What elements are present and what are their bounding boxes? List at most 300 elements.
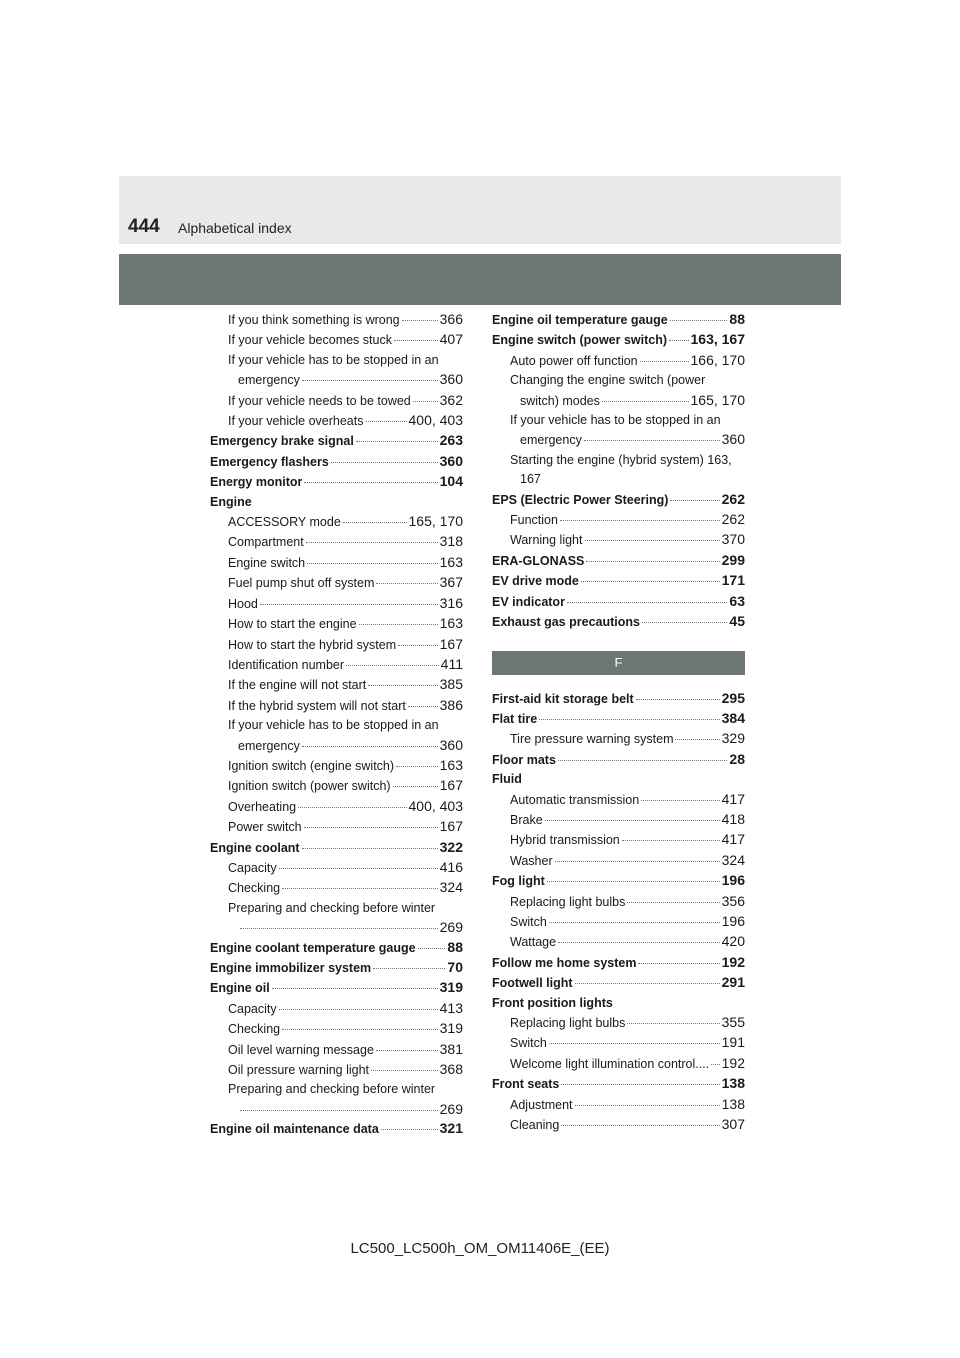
index-entry: [492, 351, 745, 371]
entry-text: Changing the engine switch (power: [510, 373, 706, 388]
page-ref: 196: [721, 912, 745, 929]
index-entry: [492, 571, 745, 591]
index-entry: [210, 330, 463, 350]
entry-text: Engine switch (power switch): [492, 333, 668, 348]
index-entry: [492, 551, 745, 571]
index-entry: [492, 871, 745, 891]
page-ref: 88: [729, 311, 745, 327]
dot-leader: [307, 563, 438, 564]
dot-leader: [240, 1110, 438, 1111]
dot-leader: [567, 602, 727, 603]
index-entry: [492, 810, 745, 830]
page-ref: 400, 403: [408, 412, 463, 429]
page-ref: 167: [439, 777, 463, 794]
index-entry: [210, 351, 463, 370]
index-entry: [210, 1119, 463, 1139]
entry-text: Fluid: [492, 772, 522, 787]
dot-leader: [586, 561, 719, 562]
entry-text: Capacity: [228, 1001, 277, 1016]
dot-leader: [555, 861, 720, 862]
entry-text: How to start the hybrid system: [228, 637, 397, 652]
dot-leader: [343, 522, 407, 523]
index-entry: [492, 592, 745, 612]
dot-leader: [396, 766, 438, 767]
index-entry: [492, 830, 745, 850]
index-entry: [210, 817, 463, 837]
page-ref: 165, 170: [690, 391, 745, 408]
index-entry: [492, 770, 745, 789]
dot-leader: [561, 1084, 719, 1085]
index-entry: [492, 391, 745, 411]
dot-leader: [302, 380, 438, 381]
dot-leader: [282, 1029, 438, 1030]
entry-text: How to start the engine: [228, 617, 357, 632]
entry-text: Engine oil: [210, 981, 270, 996]
entry-text: Exhaust gas precautions: [492, 615, 640, 630]
entry-text: Function: [510, 513, 558, 528]
entry-text: Cleaning: [510, 1118, 560, 1133]
index-entry: [492, 790, 745, 810]
dot-leader: [304, 482, 437, 483]
page-ref: 367: [439, 574, 463, 591]
dot-leader: [346, 665, 439, 666]
page-ref: 191: [721, 1034, 745, 1051]
dot-leader: [393, 786, 438, 787]
dot-leader: [356, 441, 438, 442]
index-entry: [492, 994, 745, 1013]
index-entry: [492, 689, 745, 709]
page-ref: 163, 167: [690, 331, 745, 348]
entry-text: switch) modes: [520, 393, 600, 408]
dot-leader: [376, 1050, 438, 1051]
entry-text: If your vehicle has to be stopped in an: [228, 718, 439, 733]
entry-text: Washer: [510, 853, 553, 868]
page-ref: 413: [439, 999, 463, 1016]
entry-text: Footwell light: [492, 976, 573, 991]
index-entry: [210, 675, 463, 695]
entry-text: Hybrid transmission: [510, 833, 620, 848]
entry-text: If your vehicle becomes stuck: [228, 333, 392, 348]
page-ref: 138: [721, 1075, 745, 1092]
dot-leader: [561, 1125, 719, 1126]
entry-text: Wattage: [510, 935, 557, 950]
index-entry: [492, 510, 745, 530]
page-ref: 360: [721, 431, 745, 448]
page-ref: 420: [721, 933, 745, 950]
dot-leader: [413, 401, 438, 402]
entry-text: Follow me home system: [492, 955, 637, 970]
page-ref: 366: [439, 311, 463, 327]
entry-text: Fuel pump shut off system: [228, 576, 375, 591]
page-ref: 295: [721, 689, 745, 706]
dot-leader: [584, 440, 720, 441]
entry-text: EV drive mode: [492, 574, 579, 589]
entry-text: Ignition switch (engine switch): [228, 758, 395, 773]
index-group-f: [492, 689, 745, 1136]
index-entry: [492, 490, 745, 510]
page-ref: 163: [439, 756, 463, 773]
dot-leader: [381, 1129, 438, 1130]
page-ref: 28: [729, 750, 745, 767]
index-entry: [210, 776, 463, 796]
entry-text: emergency: [520, 433, 582, 448]
dot-leader: [282, 888, 438, 889]
dot-leader: [260, 604, 438, 605]
entry-text: If you think something is wrong: [228, 313, 400, 327]
index-entry: [210, 411, 463, 431]
page-ref: 263: [439, 432, 463, 449]
index-entry: [492, 709, 745, 729]
index-entry: [492, 1013, 745, 1033]
entry-text: Hood: [228, 596, 258, 611]
index-entry: [492, 1115, 745, 1135]
index-entry: [210, 1040, 463, 1060]
index-entry: [210, 716, 463, 735]
page-ref: 416: [439, 858, 463, 875]
entry-text: Switch: [510, 1036, 547, 1051]
dot-leader: [371, 1070, 438, 1071]
dot-leader: [627, 1023, 719, 1024]
page-ref: 192: [721, 1054, 745, 1071]
entry-text: If the engine will not start: [228, 678, 367, 693]
dot-leader: [575, 1105, 720, 1106]
index-column-left: [210, 310, 463, 1140]
page-ref: 138: [721, 1095, 745, 1112]
entry-text: Engine oil maintenance data: [210, 1122, 379, 1137]
page-ref: 324: [439, 879, 463, 896]
entry-text: Tire pressure warning system: [510, 732, 674, 747]
page-ref: 400, 403: [408, 797, 463, 814]
index-entry: [210, 797, 463, 817]
index-entry: [492, 750, 745, 770]
dot-leader: [306, 542, 438, 543]
index-entry: [210, 594, 463, 614]
page-ref: 299: [721, 551, 745, 568]
index-entry: [492, 973, 745, 993]
entry-text: Engine oil temperature gauge: [492, 313, 668, 327]
dot-leader: [279, 1009, 438, 1010]
document-code: LC500_LC500h_OM_OM11406E_(EE): [350, 1240, 610, 1257]
index-entry: [492, 411, 745, 430]
entry-text: EPS (Electric Power Steering): [492, 492, 669, 507]
index-column-right: [492, 310, 745, 1135]
page-ref: 167: [439, 635, 463, 652]
page-ref: 291: [721, 974, 745, 991]
entry-text: Fog light: [492, 874, 545, 889]
entry-text: Ignition switch (power switch): [228, 779, 391, 794]
entry-text: emergency: [238, 738, 300, 753]
dot-leader: [539, 719, 719, 720]
index-entry: [492, 729, 745, 749]
entry-text: Checking: [228, 881, 281, 896]
index-entry: [492, 953, 745, 973]
page-ref: 407: [439, 331, 463, 348]
entry-text: Flat tire: [492, 711, 538, 726]
page-ref: 329: [721, 730, 745, 747]
dot-leader: [558, 760, 728, 761]
entry-text: Oil pressure warning light: [228, 1063, 370, 1078]
entry-text: If your vehicle has to be stopped in an: [510, 413, 721, 428]
entry-text: Checking: [228, 1022, 281, 1037]
index-entry: [210, 553, 463, 573]
page-ref: 70: [447, 959, 463, 975]
index-entry: [210, 938, 463, 958]
page-ref: 322: [439, 838, 463, 855]
index-entry: [210, 614, 463, 634]
index-entry: [492, 451, 745, 470]
entry-text: Warning light: [510, 533, 583, 548]
index-entry: [492, 851, 745, 871]
index-entry: [492, 1054, 745, 1074]
index-entry: [492, 892, 745, 912]
index-entry: [492, 371, 745, 390]
index-entry: [492, 932, 745, 952]
dot-leader: [418, 948, 446, 949]
dot-leader: [398, 645, 438, 646]
entry-text: If your vehicle has to be stopped in an: [228, 352, 439, 367]
dot-leader: [711, 1064, 719, 1065]
index-group-e-continued: [492, 310, 745, 633]
page-ref: 385: [439, 676, 463, 693]
entry-text: Emergency brake signal: [210, 434, 354, 449]
page-ref: 269: [439, 1100, 463, 1117]
index-entry: [210, 978, 463, 998]
page-ref: 104: [439, 473, 463, 490]
index-entry: [210, 878, 463, 898]
entry-text: Engine coolant temperature gauge: [210, 940, 416, 955]
dot-leader: [545, 820, 720, 821]
page-ref: 321: [439, 1120, 463, 1137]
index-entry: [210, 999, 463, 1019]
dot-leader: [642, 622, 727, 623]
index-entry: [210, 431, 463, 451]
entry-text: Automatic transmission: [510, 792, 640, 807]
dot-leader: [585, 540, 720, 541]
page-ref: 316: [439, 594, 463, 611]
index-entry: [210, 512, 463, 532]
dot-leader: [279, 868, 438, 869]
page-ref: 362: [439, 391, 463, 408]
page-ref: 370: [721, 531, 745, 548]
entry-text: If the hybrid system will not start: [228, 698, 406, 713]
page-ref: 417: [721, 831, 745, 848]
index-entry: [492, 530, 745, 550]
page-ref: 360: [439, 452, 463, 469]
entry-text: ACCESSORY mode: [228, 515, 341, 530]
page-ref: 262: [721, 511, 745, 528]
index-entry: [210, 756, 463, 776]
index-entry: [210, 452, 463, 472]
section-title: Alphabetical index: [178, 220, 292, 236]
index-entry: [210, 635, 463, 655]
page-ref: 262: [721, 490, 745, 507]
page-ref: 319: [439, 979, 463, 996]
index-entry: [210, 1100, 463, 1119]
entry-text: Welcome light illumination control....: [510, 1056, 710, 1071]
entry-text: Capacity: [228, 860, 277, 875]
dot-leader: [376, 583, 437, 584]
dot-leader: [670, 320, 728, 321]
page-ref: 166, 170: [690, 351, 745, 368]
dot-leader: [304, 827, 438, 828]
index-entry: [210, 858, 463, 878]
page-ref: 418: [721, 810, 745, 827]
dot-leader: [627, 902, 719, 903]
dot-leader: [675, 739, 719, 740]
entry-text: Preparing and checking before winter: [228, 1082, 436, 1097]
entry-text: Overheating: [228, 799, 297, 814]
page-ref: 307: [721, 1116, 745, 1133]
dot-leader: [641, 800, 719, 801]
entry-text: Adjustment: [510, 1097, 573, 1112]
index-entry: [210, 899, 463, 918]
dot-leader: [547, 881, 720, 882]
page-ref: 360: [439, 736, 463, 753]
dot-leader: [622, 840, 720, 841]
page-ref: 356: [721, 892, 745, 909]
index-entry: [492, 310, 745, 330]
page-ref: 386: [439, 696, 463, 713]
index-entry: [210, 573, 463, 593]
page-ref: 171: [721, 572, 745, 589]
entry-text: Preparing and checking before winter: [228, 900, 436, 915]
entry-text: Front seats: [492, 1077, 560, 1092]
index-entry: [492, 470, 745, 489]
dot-leader: [558, 942, 720, 943]
index-entry: [210, 655, 463, 675]
dot-leader: [636, 699, 720, 700]
index-entry: [210, 310, 463, 330]
index-entry: [210, 472, 463, 492]
index-entry: [210, 918, 463, 937]
page-ref: 269: [439, 919, 463, 936]
dot-leader: [331, 462, 438, 463]
page-ref: 165, 170: [408, 513, 463, 530]
page-ref: 318: [439, 533, 463, 550]
page-ref: 381: [439, 1040, 463, 1057]
index-entry: [210, 370, 463, 390]
index-entry: [210, 532, 463, 552]
dot-leader: [638, 963, 719, 964]
page-ref: 63: [729, 592, 745, 609]
entry-text: Power switch: [228, 820, 302, 835]
dot-leader: [366, 421, 407, 422]
index-entry: [210, 493, 463, 512]
entry-text: Engine: [210, 494, 252, 509]
dot-leader: [560, 520, 720, 521]
page-ref: 167: [439, 818, 463, 835]
entry-text: Engine coolant: [210, 840, 300, 855]
entry-text: Replacing light bulbs: [510, 1016, 626, 1030]
entry-text: Switch: [510, 914, 547, 929]
index-entry: [210, 1019, 463, 1039]
index-entry: [210, 736, 463, 756]
page-ref: 417: [721, 790, 745, 807]
page-ref: 355: [721, 1014, 745, 1030]
dot-leader: [272, 988, 438, 989]
dot-leader: [302, 746, 438, 747]
entry-text: Auto power off function: [510, 353, 638, 368]
entry-text: Starting the engine (hybrid system) 163,: [510, 452, 732, 467]
entry-text: Energy monitor: [210, 475, 303, 490]
letter-heading-f: F: [492, 651, 745, 675]
entry-text: Engine immobilizer system: [210, 961, 372, 975]
index-entry: [210, 1060, 463, 1080]
header-band: [119, 254, 841, 305]
dot-leader: [359, 624, 438, 625]
index-entry: [210, 838, 463, 858]
entry-text: First-aid kit storage belt: [492, 691, 634, 706]
dot-leader: [302, 848, 438, 849]
dot-leader: [549, 1043, 720, 1044]
index-entry: [210, 1080, 463, 1099]
dot-leader: [373, 968, 445, 969]
index-entry: [210, 391, 463, 411]
entry-text: EV indicator: [492, 594, 565, 609]
page-ref: 45: [729, 613, 745, 630]
dot-leader: [298, 807, 406, 808]
dot-leader: [640, 361, 689, 362]
entry-text: If your vehicle needs to be towed: [228, 393, 411, 408]
index-entry: [492, 1033, 745, 1053]
dot-leader: [549, 922, 720, 923]
page-ref: 192: [721, 953, 745, 970]
page-ref: 196: [721, 872, 745, 889]
entry-text: Engine switch: [228, 555, 306, 570]
dot-leader: [402, 320, 438, 321]
entry-text: Front position lights: [492, 995, 613, 1010]
page-ref: 368: [439, 1061, 463, 1078]
entry-text: Brake: [510, 812, 543, 827]
dot-leader: [581, 581, 720, 582]
page-ref: 360: [439, 371, 463, 388]
dot-leader: [602, 401, 689, 402]
page-ref: 384: [721, 709, 745, 726]
entry-text: emergency: [238, 373, 300, 388]
index-entry: [492, 1074, 745, 1094]
index-entry: [492, 430, 745, 450]
page-ref: 411: [440, 655, 463, 672]
entry-text: ERA-GLONASS: [492, 553, 585, 568]
index-entry: [492, 612, 745, 632]
dot-leader: [240, 928, 438, 929]
entry-text: Emergency flashers: [210, 454, 329, 469]
index-entry: [492, 912, 745, 932]
page-ref: 163: [439, 615, 463, 632]
dot-leader: [575, 983, 720, 984]
page-number: 444: [128, 216, 160, 237]
page-ref: 88: [447, 938, 463, 955]
dot-leader: [670, 500, 719, 501]
entry-text: 167: [520, 472, 541, 487]
dot-leader: [394, 340, 438, 341]
entry-text: Floor mats: [492, 752, 556, 767]
entry-text: If your vehicle overheats: [228, 414, 364, 429]
entry-text: Identification number: [228, 657, 345, 672]
index-entry: [492, 1095, 745, 1115]
page-ref: 324: [721, 851, 745, 868]
page-ref: 319: [439, 1020, 463, 1037]
entry-text: Compartment: [228, 535, 304, 550]
index-entry: [210, 958, 463, 978]
dot-leader: [368, 685, 437, 686]
entry-text: Replacing light bulbs: [510, 894, 626, 909]
entry-text: Oil level warning message: [228, 1042, 374, 1057]
dot-leader: [408, 706, 438, 707]
dot-leader: [669, 340, 688, 341]
index-entry: [210, 696, 463, 716]
index-entry: [492, 330, 745, 350]
